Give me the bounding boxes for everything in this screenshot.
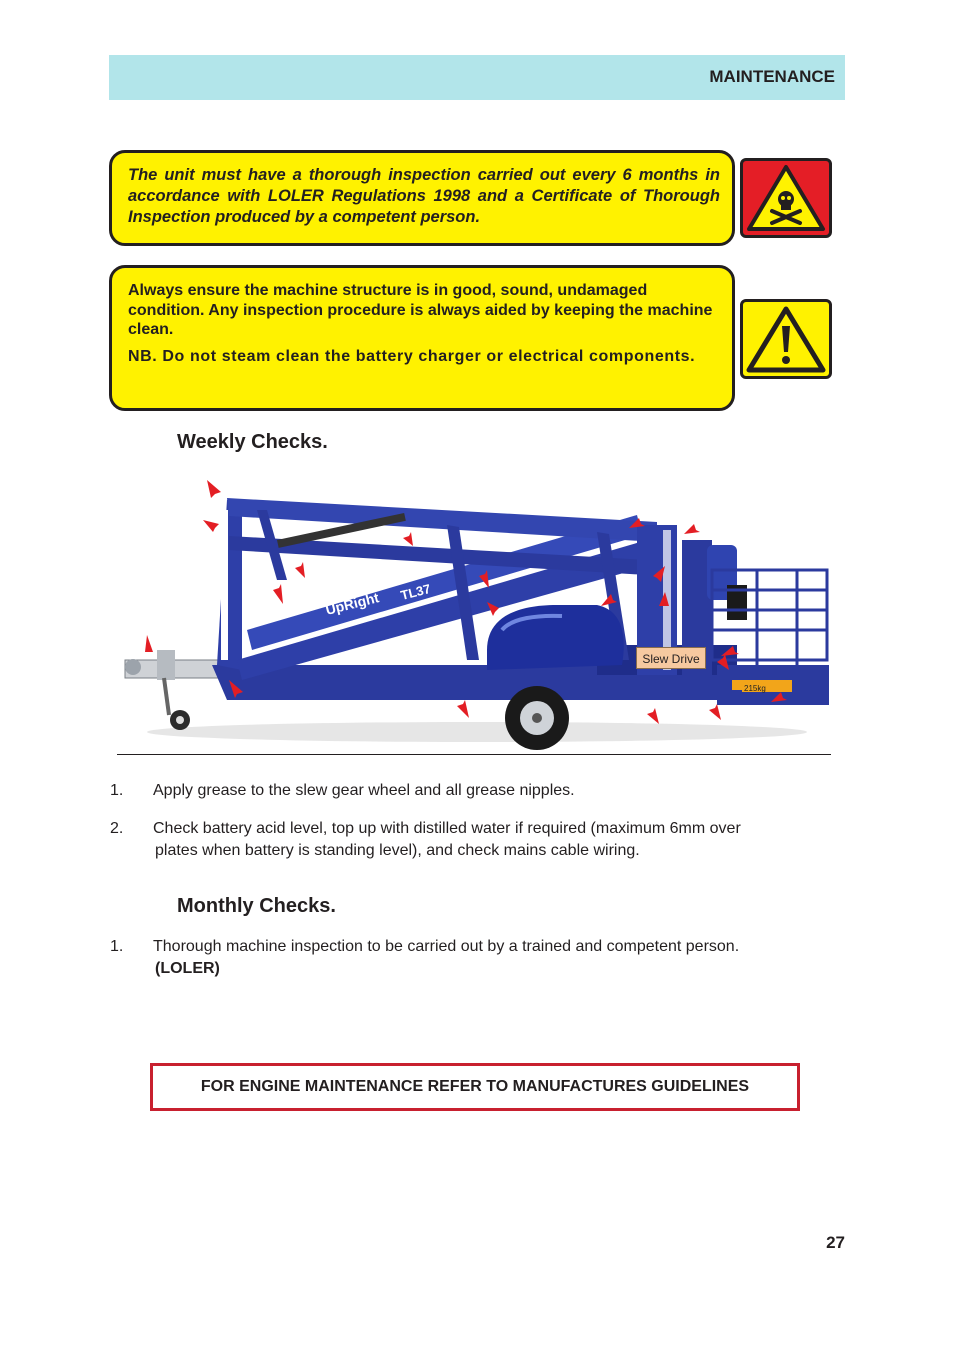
machine-figure bbox=[117, 470, 831, 755]
list-item bbox=[110, 780, 830, 804]
exclamation-triangle-icon bbox=[740, 299, 832, 379]
header-title: MAINTENANCE bbox=[709, 67, 835, 86]
loler-tag: (LOLER) bbox=[155, 960, 220, 977]
list-item-text: Check battery acid level, top up with distilled water if required (maximum 6mm over bbox=[153, 820, 741, 837]
list-item bbox=[110, 818, 830, 866]
loler-warning-text: The unit must have a thorough inspection carried out every 6 months in accordance with LOLER Regulations 1998 and a Certificate of Thorough Inspection produced by a competent person. bbox=[128, 166, 720, 226]
slew-drive-callout: Slew Drive bbox=[636, 647, 706, 669]
list-item-text-continued: plates when battery is standing level), and check mains cable wiring. bbox=[155, 842, 640, 859]
structure-warning-note: NB. Do not steam clean the battery charger or electrical components. bbox=[128, 347, 696, 365]
list-item bbox=[110, 936, 830, 984]
list-item-text: Apply grease to the slew gear wheel and all grease nipples. bbox=[153, 782, 575, 799]
upright-logo: UpRight bbox=[323, 589, 381, 618]
loler-warning-box bbox=[109, 150, 735, 246]
skull-crossbones-icon bbox=[740, 158, 832, 238]
grease-arrow bbox=[295, 562, 305, 578]
engine-cover bbox=[487, 605, 624, 670]
basket-load-label: 215kg bbox=[744, 684, 766, 693]
monthly-checks-heading: Monthly Checks. bbox=[177, 895, 336, 917]
structure-warning-text: Always ensure the machine structure is in good, sound, undamaged condition. Any inspection procedure is always aided by keeping the machine clean. bbox=[128, 282, 713, 338]
wheel bbox=[505, 686, 569, 750]
weekly-checks-heading: Weekly Checks. bbox=[177, 431, 328, 453]
page-number: 27 bbox=[826, 1233, 845, 1252]
grease-arrow bbox=[273, 584, 283, 604]
list-item-number: 1. bbox=[110, 782, 124, 799]
list-item-number: 2. bbox=[110, 820, 124, 837]
grease-arrow bbox=[403, 532, 413, 546]
figure-divider bbox=[117, 754, 831, 755]
grease-arrow bbox=[207, 480, 221, 498]
structure-warning-box bbox=[109, 265, 735, 411]
grease-arrow bbox=[709, 704, 721, 720]
grease-arrow bbox=[647, 708, 659, 724]
grease-arrow bbox=[203, 520, 219, 532]
grease-arrow bbox=[457, 700, 469, 718]
list-item-text: Thorough machine inspection to be carried out by a trained and competent person. bbox=[153, 938, 740, 955]
grease-arrow bbox=[145, 635, 153, 652]
header-bar bbox=[109, 55, 845, 100]
model-label: TL37 bbox=[399, 581, 433, 603]
grease-arrow bbox=[684, 524, 700, 534]
engine-maintenance-note: FOR ENGINE MAINTENANCE REFER TO MANUFACTURES GUIDELINES bbox=[150, 1063, 800, 1111]
list-item-number: 1. bbox=[110, 938, 124, 955]
